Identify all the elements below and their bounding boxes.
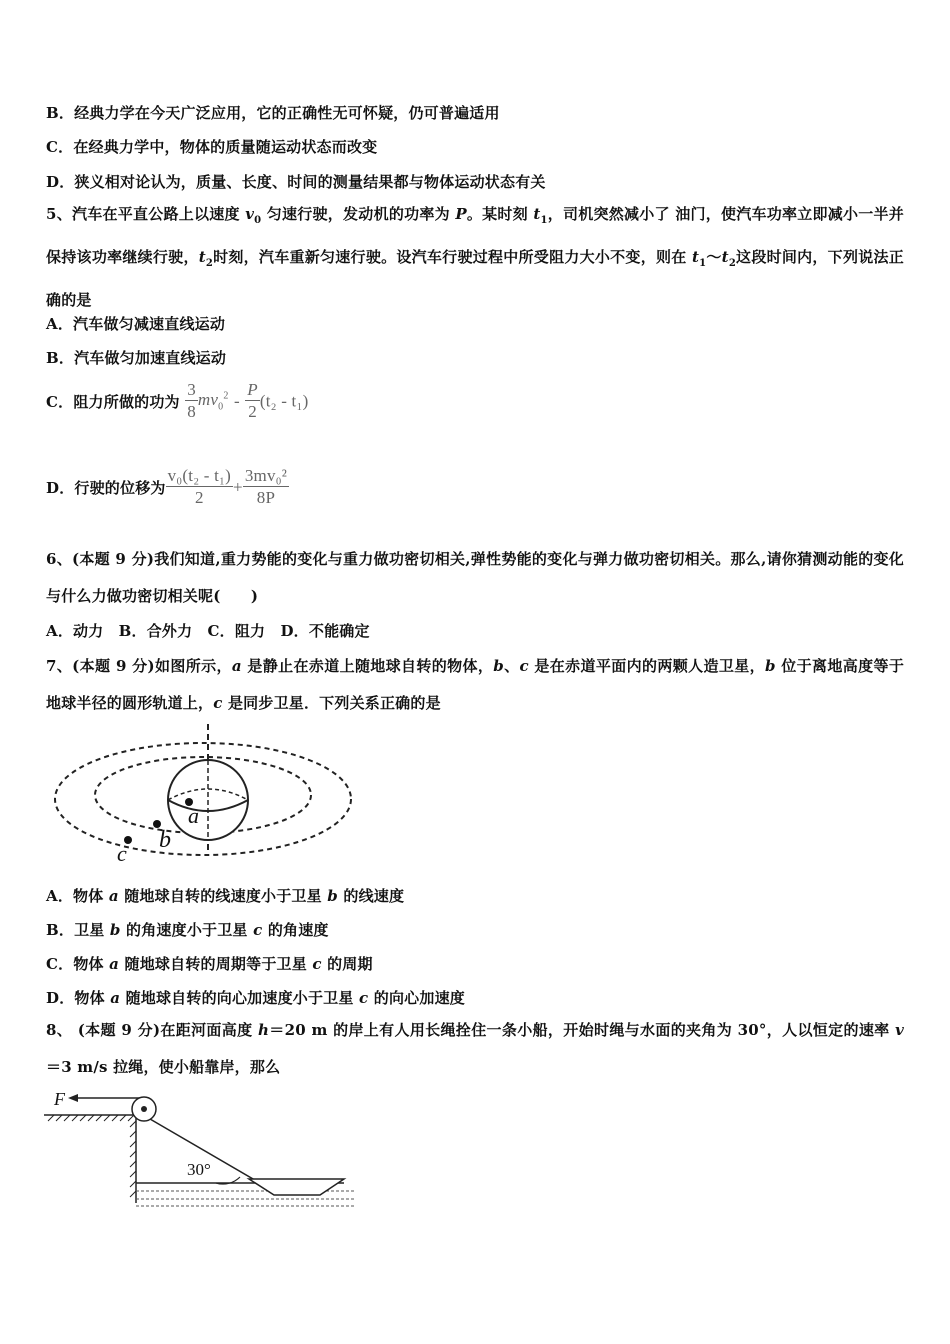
bank-hatch-wall [130, 1121, 136, 1197]
q8-boat-figure [44, 1087, 364, 1212]
q7-option-d: D．物体 a 随地球自转的向心加速度小于卫星 c 的向心加速度 [46, 989, 465, 1007]
label-a: a [188, 803, 199, 828]
boat [249, 1179, 344, 1195]
q5-c-frac1: $\frac{3}{8}$ [187, 380, 196, 421]
q8-stem: 8、 (本题 9 分)在距河面高度 h＝20 m 的岸上有人用长绳拴住一条小船，开始时绳与水面的夹角为 30°，人以恒定的速率 v＝3 m/s 拉绳，使小船靠岸，那么 [46, 1021, 905, 1076]
q6-stem: 6、(本题 9 分)我们知道,重力势能的变化与重力做功密切相关,弹性势能的变化与弹力做功密切相关。那么,请你猜测动能的变化与什么力做功密切相关呢( ) [46, 550, 904, 605]
q7-stem: 7、(本题 9 分)如图所示，a 是静止在赤道上随地球自转的物体，b、c 是在赤道平面内的两颗人造卫星，b 位于离地高度等于地球半径的圆形轨道上，c 是同步卫星．下列关系正确的是 [46, 657, 905, 712]
q7-option-c: C．物体 a 随地球自转的周期等于卫星 c 的周期 [46, 955, 373, 973]
q7-orbit-figure [50, 722, 360, 867]
q5-stem: 5、汽车在平直公路上以速度 $v_0$ 匀速行驶，发动机的功率为 P。某时刻 $t_1$，司机突然减小了 油门，使汽车功率立即减小一半并保持该功率继续行驶，$t_2$时刻，汽车重新匀速行驶。设汽车行驶过程中所受阻力大小不变，则在 $t_1\sim t_2$这段时间内，下列说法正确的是 [46, 205, 904, 309]
q5-option-a: A．汽车做匀减速直线运动 [46, 315, 226, 333]
q5-d-frac2: $\frac{\text{3mv₀²}}{8P}$ [244, 466, 288, 507]
label-b: b [159, 827, 171, 853]
q5-option-b: B．汽车做匀加速直线运动 [46, 349, 227, 367]
q5-option-d: D．行驶的位移为 $\frac{\text{v₀(t₂ - t₁)}}{2}$ + $\frac{\text{3mv₀²}}{8P}$ [46, 466, 288, 507]
q5-d-frac1: $\frac{\text{v₀(t₂ - t₁)}}{2}$ [167, 466, 232, 507]
q5-option-c: C．阻力所做的功为 $\frac{3}{8}$ $mv_0^2$ - $\frac{P}{2}$ (t₂ - t₁) [46, 380, 309, 421]
q4-option-c: C．在经典力学中，物体的质量随运动状态而改变 [46, 138, 378, 156]
label-angle: 30° [187, 1160, 211, 1179]
q4-option-b: B．经典力学在今天广泛应用，它的正确性无可怀疑，仍可普遍适用 [46, 104, 500, 122]
q5-c-frac2: $\frac{P}{2}$ [247, 380, 258, 421]
label-F: F [54, 1089, 65, 1109]
force-arrow-head [68, 1094, 78, 1102]
label-c: c [117, 841, 127, 866]
q7-option-b: B．卫星 b 的角速度小于卫星 c 的角速度 [46, 921, 329, 939]
q7-option-a: A．物体 a 随地球自转的线速度小于卫星 b 的线速度 [46, 887, 405, 905]
bank-hatch-top [48, 1115, 134, 1121]
pulley-hub [141, 1106, 147, 1112]
q6-options: A．动力 B．合外力 C．阻力 D．不能确定 [46, 622, 370, 640]
q4-option-d: D．狭义相对论认为，质量、长度、时间的测量结果都与物体运动状态有关 [46, 173, 546, 191]
